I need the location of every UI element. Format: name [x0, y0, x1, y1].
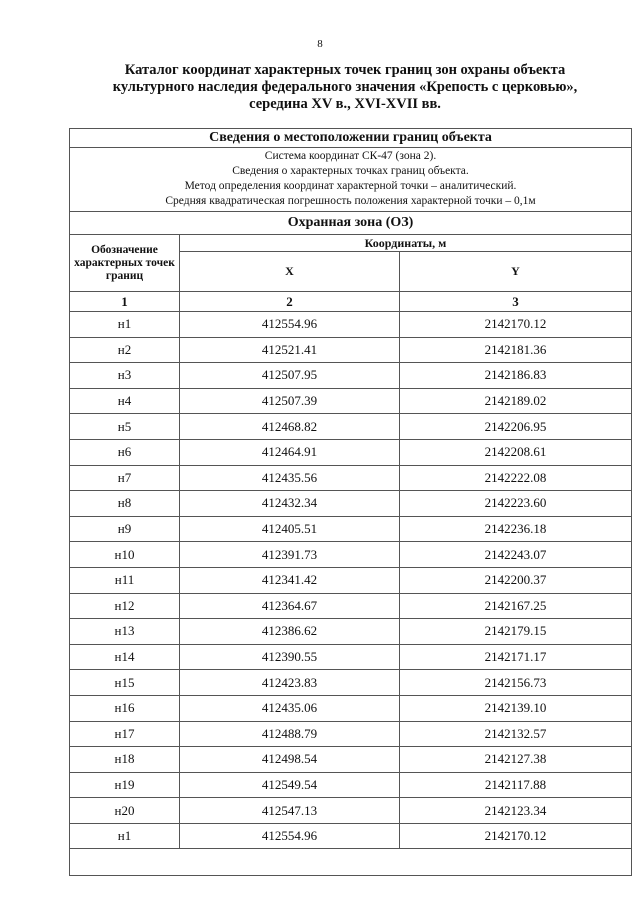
empty-cell	[70, 849, 632, 876]
cell-x: 412435.06	[180, 695, 400, 721]
cell-point: н17	[70, 721, 180, 747]
cell-y: 2142171.17	[400, 644, 632, 670]
empty-row	[70, 849, 632, 876]
cell-x: 412423.83	[180, 670, 400, 696]
column-header-row	[70, 235, 632, 252]
cell-y: 2142167.25	[400, 593, 632, 619]
cell-y: 2142208.61	[400, 439, 632, 465]
info-line: Система координат СК-47 (зона 2).	[264, 150, 437, 162]
table-row	[70, 593, 632, 619]
title-line-3: середина XV в., XVI-XVII вв.	[249, 96, 441, 112]
info-heading: Сведения о местоположении границ объекта	[70, 129, 632, 148]
cell-point: н5	[70, 414, 180, 440]
cell-x: 412498.54	[180, 747, 400, 773]
table-row	[70, 747, 632, 773]
cell-point: н16	[70, 695, 180, 721]
column-number-row	[70, 292, 632, 312]
cell-y: 2142206.95	[400, 414, 632, 440]
cell-point: н7	[70, 465, 180, 491]
table-row	[70, 465, 632, 491]
table-row	[70, 542, 632, 568]
table-row	[70, 388, 632, 414]
info-line: Средняя квадратическая погрешность положения характерной точки – 0,1м	[165, 195, 536, 207]
cell-y: 2142117.88	[400, 772, 632, 798]
column-header-coordinates: Координаты, м	[180, 235, 632, 252]
info-line: Метод определения координат характерной точки – аналитический.	[184, 180, 517, 192]
cell-y: 2142236.18	[400, 516, 632, 542]
cell-x: 412435.56	[180, 465, 400, 491]
cell-x: 412507.95	[180, 363, 400, 389]
cell-y: 2142200.37	[400, 567, 632, 593]
cell-y: 2142170.12	[400, 823, 632, 849]
cell-x: 412554.96	[180, 312, 400, 338]
cell-y: 2142243.07	[400, 542, 632, 568]
column-header-x: X	[180, 252, 400, 292]
cell-point: н6	[70, 439, 180, 465]
zone-heading: Охранная зона (ОЗ)	[70, 212, 632, 235]
cell-y: 2142132.57	[400, 721, 632, 747]
cell-point: н3	[70, 363, 180, 389]
table-row	[70, 312, 632, 338]
cell-x: 412391.73	[180, 542, 400, 568]
cell-point: н19	[70, 772, 180, 798]
table-row	[70, 439, 632, 465]
title-line-2: культурного наследия федерального значения «Крепость с церковью»,	[112, 79, 578, 95]
table-row	[70, 670, 632, 696]
cell-x: 412390.55	[180, 644, 400, 670]
document-title	[95, 62, 595, 113]
cell-point: н9	[70, 516, 180, 542]
cell-point: н1	[70, 312, 180, 338]
cell-y: 2142123.34	[400, 798, 632, 824]
table-row	[70, 644, 632, 670]
cell-point: н18	[70, 747, 180, 773]
table-row	[70, 567, 632, 593]
zone-heading-row	[70, 212, 632, 235]
info-body-row	[70, 148, 632, 212]
cell-point: н4	[70, 388, 180, 414]
cell-point: н12	[70, 593, 180, 619]
column-header-y: Y	[400, 252, 632, 292]
table-row	[70, 337, 632, 363]
table-row	[70, 695, 632, 721]
cell-x: 412549.54	[180, 772, 400, 798]
cell-point: н1	[70, 823, 180, 849]
cell-y: 2142170.12	[400, 312, 632, 338]
info-line: Сведения о характерных точках границ объекта.	[232, 165, 469, 177]
table-row	[70, 798, 632, 824]
cell-point: н10	[70, 542, 180, 568]
cell-y: 2142179.15	[400, 619, 632, 645]
cell-y: 2142223.60	[400, 491, 632, 517]
cell-x: 412547.13	[180, 798, 400, 824]
table-row	[70, 619, 632, 645]
cell-point: н2	[70, 337, 180, 363]
table-row	[70, 363, 632, 389]
cell-x: 412507.39	[180, 388, 400, 414]
cell-point: н11	[70, 567, 180, 593]
info-body	[70, 148, 632, 212]
cell-x: 412386.62	[180, 619, 400, 645]
coordinates-catalog-table	[69, 128, 632, 876]
cell-x: 412468.82	[180, 414, 400, 440]
cell-point: н15	[70, 670, 180, 696]
cell-y: 2142189.02	[400, 388, 632, 414]
cell-y: 2142127.38	[400, 747, 632, 773]
table-row	[70, 772, 632, 798]
info-heading-row	[70, 129, 632, 148]
cell-y: 2142181.36	[400, 337, 632, 363]
column-number-2: 2	[180, 292, 400, 312]
table-row	[70, 516, 632, 542]
table-row	[70, 823, 632, 849]
cell-x: 412341.42	[180, 567, 400, 593]
cell-y: 2142186.83	[400, 363, 632, 389]
title-line-1: Каталог координат характерных точек границ зон охраны объекта	[124, 62, 566, 78]
column-number-3: 3	[400, 292, 632, 312]
cell-x: 412405.51	[180, 516, 400, 542]
cell-x: 412432.34	[180, 491, 400, 517]
page-number: 8	[317, 38, 323, 50]
table-row	[70, 414, 632, 440]
table-row	[70, 721, 632, 747]
column-header-point: Обозначение характерных точек границ	[70, 235, 180, 292]
cell-y: 2142222.08	[400, 465, 632, 491]
cell-x: 412364.67	[180, 593, 400, 619]
cell-point: н8	[70, 491, 180, 517]
cell-point: н20	[70, 798, 180, 824]
cell-x: 412464.91	[180, 439, 400, 465]
column-number-1: 1	[70, 292, 180, 312]
cell-x: 412521.41	[180, 337, 400, 363]
cell-y: 2142156.73	[400, 670, 632, 696]
table-row	[70, 491, 632, 517]
cell-y: 2142139.10	[400, 695, 632, 721]
cell-point: н14	[70, 644, 180, 670]
cell-x: 412488.79	[180, 721, 400, 747]
cell-point: н13	[70, 619, 180, 645]
cell-x: 412554.96	[180, 823, 400, 849]
